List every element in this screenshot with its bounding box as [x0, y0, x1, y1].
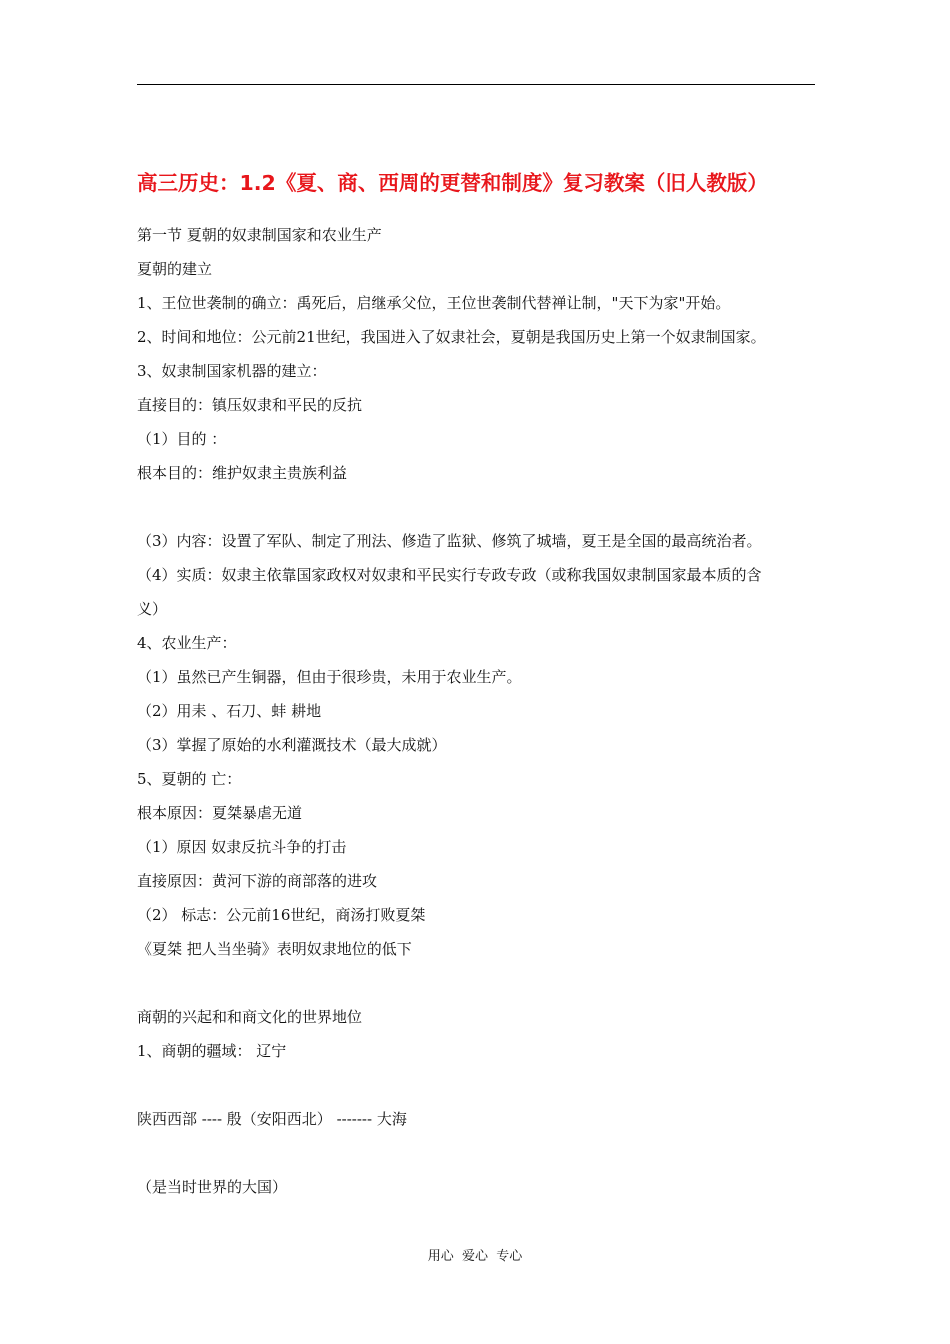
text-line: 夏朝的建立	[137, 260, 213, 278]
text-line: （2） 标志：公元前16世纪，商汤打败夏桀	[137, 906, 426, 924]
text-line: 《夏桀 把人当坐骑》表明奴隶地位的低下	[137, 940, 412, 958]
text-line: 2、时间和地位：公元前21世纪，我国进入了奴隶社会，夏朝是我国历史上第一个奴隶制国家。	[137, 328, 766, 346]
text-line: 直接原因：黄河下游的商部落的进攻	[137, 872, 378, 890]
page-footer: 用心 爱心 专心	[427, 1249, 523, 1264]
text-line: 商朝的兴起和和商文化的世界地位	[137, 1008, 363, 1026]
text-line: 3、奴隶制国家机器的建立：	[137, 362, 327, 380]
header-rule	[137, 84, 815, 85]
text-line: （是当时世界的大国）	[137, 1178, 288, 1196]
blank-line	[137, 1136, 827, 1170]
text-line: 第一节 夏朝的奴隶制国家和农业生产	[137, 226, 382, 244]
document-title: 高三历史：1.2《夏、商、西周的更替和制度》复习教案（旧人教版）	[137, 171, 768, 195]
text-line: 根本目的：维护奴隶主贵族利益	[137, 464, 348, 482]
text-line: 陕西西部 ---- 殷（安阳西北） ------- 大海	[137, 1110, 407, 1128]
text-line: （1）原因 奴隶反抗斗争的打击	[137, 838, 347, 856]
document-body	[137, 218, 827, 1204]
text-line: 4、农业生产：	[137, 634, 237, 652]
text-line: （1）目的 ：	[137, 430, 227, 448]
text-line: 义）	[137, 600, 168, 618]
text-line: 1、商朝的疆域： 辽宁	[137, 1042, 287, 1060]
text-line: 5、夏朝的 亡：	[137, 770, 242, 788]
text-line: （4）实质：奴隶主依靠国家政权对奴隶和平民实行专政专政（或称我国奴隶制国家最本质的含	[137, 566, 762, 584]
text-line: （3）内容：设置了军队、制定了刑法、修造了监狱、修筑了城墙，夏王是全国的最高统治者。	[137, 532, 762, 550]
blank-line	[137, 490, 827, 524]
text-line: 直接目的：镇压奴隶和平民的反抗	[137, 396, 363, 414]
blank-line	[137, 966, 827, 1000]
text-line: 根本原因：夏桀暴虐无道	[137, 804, 303, 822]
text-line: （2）用耒 、石刀、蚌 耕地	[137, 702, 322, 720]
text-line: （1）虽然已产生铜器，但由于很珍贵，未用于农业生产。	[137, 668, 522, 686]
text-line: 1、王位世袭制的确立：禹死后，启继承父位，王位世袭制代替禅让制，"天下为家"开始。	[137, 294, 731, 312]
blank-line	[137, 1068, 827, 1102]
text-line: （3）掌握了原始的水利灌溉技术（最大成就）	[137, 736, 447, 754]
